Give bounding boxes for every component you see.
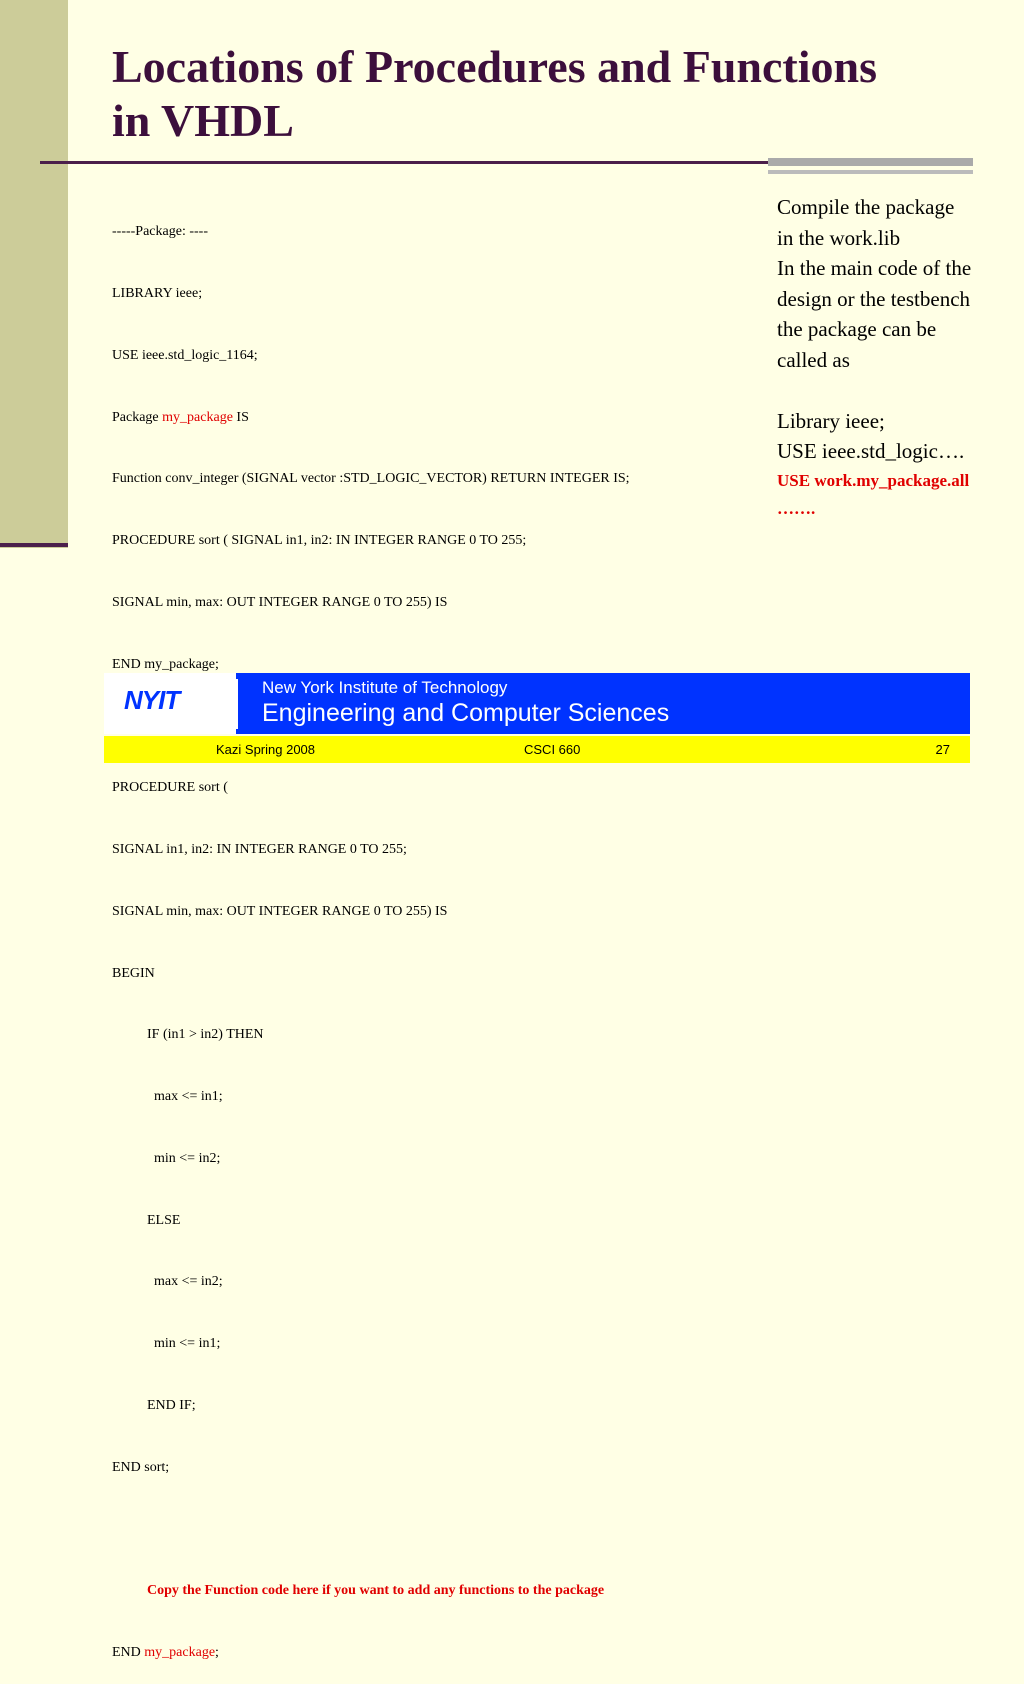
slide-title-line2: in VHDL	[112, 95, 294, 146]
code-line: ELSE	[112, 1212, 181, 1228]
code-indent	[112, 1583, 147, 1598]
code-line	[112, 408, 772, 429]
code-line: min <= in1;	[112, 1336, 221, 1352]
side-notes	[777, 192, 1022, 523]
slide-title-line1: Locations of Procedures and Functions	[112, 41, 878, 92]
code-line: PROCEDURE sort ( SIGNAL in1, in2: IN INTEGER RANGE 0 TO 255;	[112, 533, 527, 549]
title-divider-accent	[768, 158, 973, 166]
footer-banner	[104, 673, 970, 734]
code-line: PROCEDURE sort (	[112, 780, 228, 796]
code-line: max <= in2;	[112, 1274, 223, 1290]
code-line: Function conv_integer (SIGNAL vector :STD_LOGIC_VECTOR) RETURN INTEGER IS;	[112, 471, 630, 487]
code-line: END sort;	[112, 1459, 170, 1475]
left-accent-bar	[0, 0, 68, 548]
package-name-highlight: my_package	[144, 1645, 216, 1661]
side-note-use-work: USE work.my_package.all	[777, 470, 970, 490]
code-keyword: ;	[215, 1645, 219, 1661]
code-line	[112, 1520, 772, 1541]
code-line: BEGIN	[112, 965, 155, 981]
copy-function-note: Copy the Function code here if you want to add any functions to the package	[147, 1583, 605, 1599]
footer-info-bar	[104, 736, 970, 763]
code-line: END IF;	[112, 1398, 196, 1414]
side-note-line: Compile the package	[777, 195, 955, 219]
side-note-line: Library ieee;	[777, 408, 885, 433]
code-line: SIGNAL min, max: OUT INTEGER RANGE 0 TO 255) IS	[112, 903, 448, 919]
code-line: -----Package: ----	[112, 224, 208, 240]
side-note-line: In the main code of the	[777, 256, 972, 280]
footer-page-number: 27	[935, 742, 950, 757]
nyit-logo-text: NYIT	[124, 685, 180, 715]
code-line: LIBRARY ieee;	[112, 285, 203, 301]
footer-author-term: Kazi Spring 2008	[216, 742, 316, 757]
left-accent-rule	[0, 543, 68, 547]
code-line: IF (in1 > in2) THEN	[112, 1027, 264, 1043]
title-divider-accent-thin	[768, 170, 973, 174]
side-note-line: the package can be	[777, 317, 937, 341]
side-note-ellipsis: …….	[777, 498, 816, 518]
institute-name: New York Institute of Technology	[262, 678, 508, 697]
code-line: max <= in1;	[112, 1089, 223, 1105]
code-keyword: IS	[232, 409, 249, 425]
code-keyword: Package	[112, 409, 163, 425]
title-divider	[40, 161, 800, 164]
logo-divider	[236, 679, 238, 729]
code-line	[112, 1581, 772, 1602]
code-line: min <= in2;	[112, 1150, 221, 1166]
code-line	[112, 1643, 772, 1664]
side-note-line: in the work.lib	[777, 225, 901, 250]
department-name: Engineering and Computer Sciences	[262, 699, 670, 727]
side-note-line: design or the testbench	[777, 286, 971, 311]
side-note-line: USE ieee.std_logic….	[777, 439, 965, 463]
code-line: USE ieee.std_logic_1164;	[112, 347, 258, 363]
code-line: SIGNAL in1, in2: IN INTEGER RANGE 0 TO 255;	[112, 842, 407, 857]
footer-course: CSCI 660	[524, 742, 581, 757]
side-note-line: called as	[777, 347, 850, 372]
nyit-logo	[104, 673, 236, 734]
slide-title	[112, 40, 992, 148]
code-line: SIGNAL min, max: OUT INTEGER RANGE 0 TO 255) IS	[112, 594, 448, 610]
code-line: END my_package;	[112, 656, 219, 672]
package-name-highlight: my_package	[162, 409, 233, 425]
vhdl-code-block	[112, 181, 772, 1684]
side-note-spacer	[777, 375, 1022, 406]
code-keyword: END	[112, 1645, 145, 1661]
